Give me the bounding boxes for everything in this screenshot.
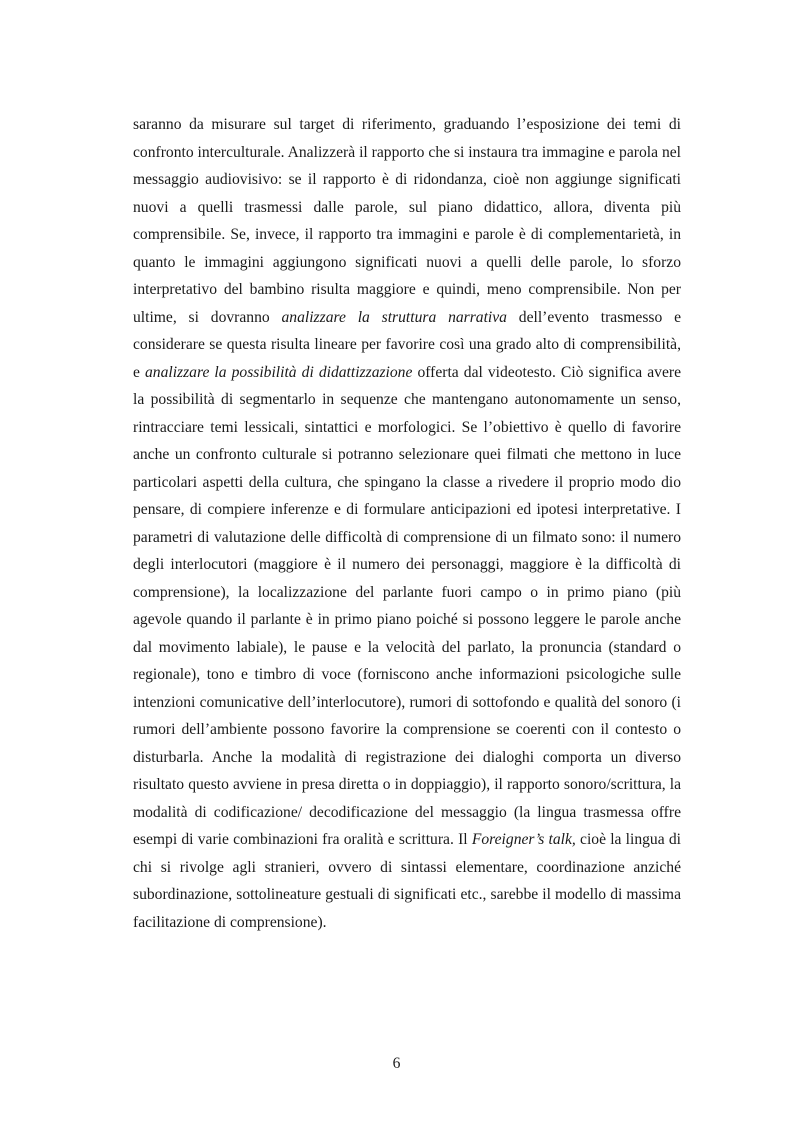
paragraph-segment: saranno da misurare sul target di riferimento, graduando l’esposizione dei temi di confronto interculturale. Analizzerà il rapporto che si instaura tra immagine e parola nel messaggio audiovisivo: se il rapporto è di ridondanza, cioè non aggiunge significati nuovi a quelli trasmessi dalle parole, sul piano didattico, allora, diventa più comprensibile. Se, invece, il rapporto tra immagini e parole è di complementarietà, in quanto le immagini aggiungono significati nuovi a quelli delle parole, lo sforzo interpretativo del bambino risulta maggiore e quindi, meno comprensibile. Non per ultime, si dovranno [133, 116, 681, 326]
italic-phrase: analizzare la struttura narrativa [281, 308, 507, 326]
body-paragraph [133, 111, 681, 936]
italic-phrase: analizzare la possibilità di didattizzazione [144, 363, 413, 381]
paragraph-segment: cioè la lingua di chi si rivolge agli stranieri, ovvero di sintassi elementare, coordinazione anziché subordinazione, sottolineature gestuali di significati etc., sarebbe il modello di massima facilitazione di comprensione). [133, 831, 681, 931]
italic-phrase: Foreigner’s talk, [471, 831, 576, 848]
paragraph-segment: offerta dal videotesto. Ciò significa avere la possibilità di segmentarlo in sequenze che mantengano autonomamente un senso, rintracciare temi lessicali, sintattici e morfologici. Se l’obiettivo è quello di favorire anche un confronto culturale si potranno selezionare quei filmati che mettono in luce particolari aspetti della cultura, che spingano la classe a rivedere il proprio modo dio pensare, di compiere inferenze e di formulare anticipazioni ed ipotesi interpretative. I parametri di valutazione delle difficoltà di comprensione di un filmato sono: il numero degli interlocutori (maggiore è il numero dei personaggi, maggiore è la difficoltà di comprensione), la localizzazione del parlante fuori campo o in primo piano (più agevole quando il parlante è in primo piano poiché si possono leggere le parole anche dal movimento labiale), le pause e la velocità del parlato, la pronuncia (standard o regionale), tono e timbro di voce (forniscono anche informazioni psicologiche sulle intenzioni comunicative dell’interlocutore), rumori di sottofondo e qualità del sonoro (i rumori dell’ambiente possono favorire la comprensione se coerenti con il contesto o disturbarla. Anche la modalità di registrazione dei dialoghi comporta un diverso risultato questo avviene in presa diretta o in doppiaggio), il rapporto sonoro/scrittura, la modalità di codificazione/ decodificazione del messaggio (la lingua trasmessa offre esempi di varie combinazioni fra oralità e scrittura. Il [133, 363, 682, 848]
page-number: 6 [392, 1055, 401, 1072]
paragraph-segment: dell’evento trasmesso e considerare se questa risulta lineare per favorire così una grado alto di comprensibilità, e [133, 308, 681, 381]
